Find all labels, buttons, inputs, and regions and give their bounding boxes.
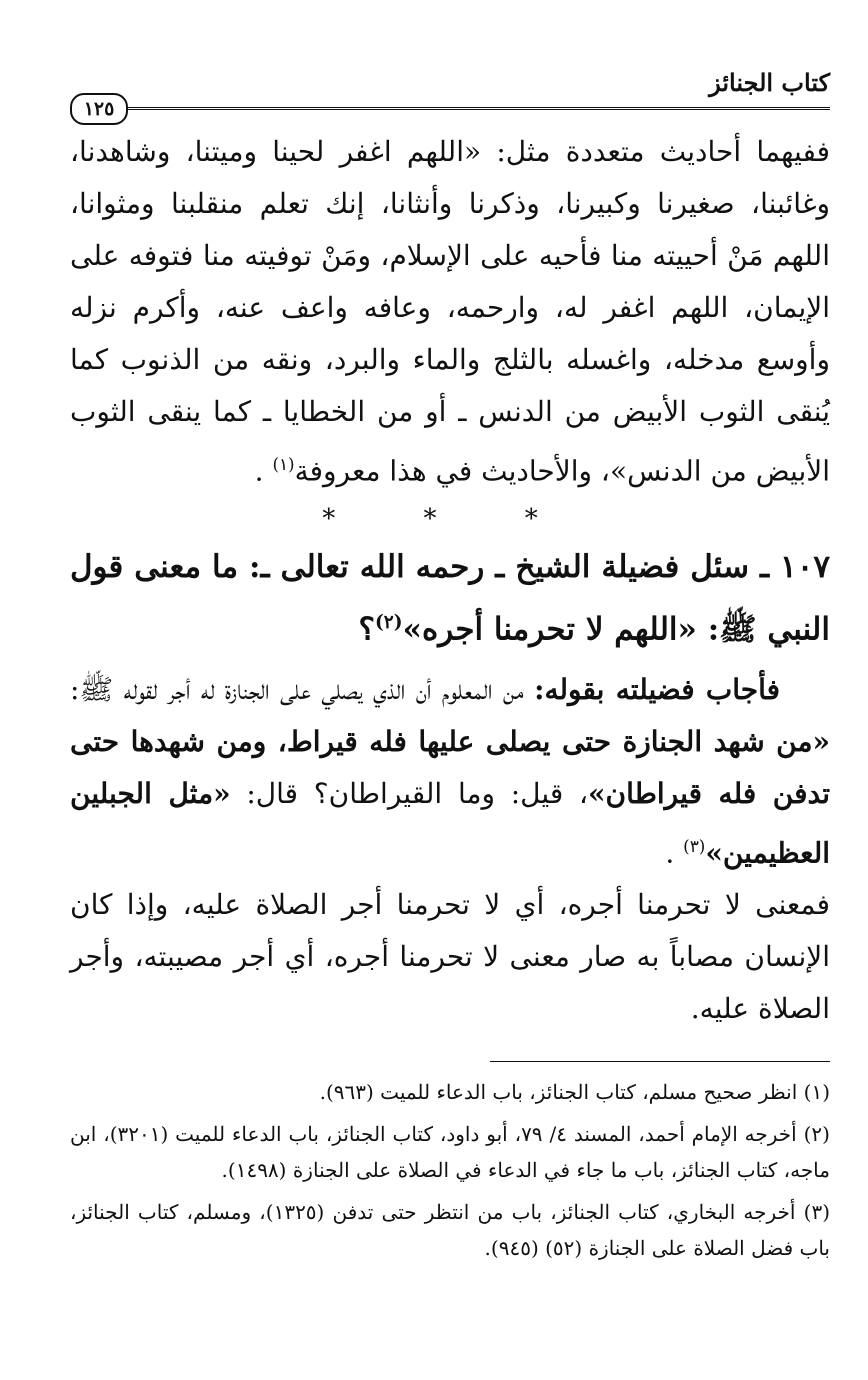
- paragraph-text: ففيهما أحاديث متعددة مثل: «اللهم اغفر لحينا وميتنا، وشاهدنا، وغائبنا، صغيرنا وكبيرنا، وذكرنا وأنثانا، إنك تعلم منقلبنا ومثوانا، اللهم مَنْ أحييته منا فأحيه على الإسلام، ومَنْ توفيته منا فتوفه على الإيمان، اللهم اغفر له، وارحمه، وعافه واعف عنه، وأكرم نزله وأوسع مدخله، واغسله بالثلج والماء والبرد، ونقه من الذنوب كما يُنقى الثوب الأبيض من الدنس ـ أو من الخطايا ـ كما ينقى الثوب الأبيض من الدنس»، والأحاديث في هذا معروفة: [70, 135, 830, 488]
- footnote-ref-2: (٢): [374, 612, 403, 634]
- page-header: [70, 60, 830, 122]
- question-mark: ؟: [358, 611, 375, 648]
- answer-lead: فأجاب فضيلته بقوله:: [534, 672, 781, 706]
- footnote-1: (١) انظر صحيح مسلم، كتاب الجنائز، باب الدعاء للميت (٩٦٣).: [319, 1079, 830, 1104]
- page-number: ١٢٥: [70, 93, 128, 125]
- paragraph-hadith: [70, 126, 830, 497]
- footnote-rule: [490, 1061, 830, 1062]
- answer-paragraph: [70, 664, 830, 879]
- running-title: كتاب الجنائز: [709, 68, 830, 97]
- answer-hadith-2: «مثل الجبلين العظيمين»: [70, 776, 830, 869]
- answer-hadith-1: «من شهد الجنازة حتى يصلى عليها فله قيراط، ومن شهدها حتى تدفن فله قيراطان»: [70, 724, 830, 810]
- paragraph-end: .: [254, 454, 273, 488]
- question-heading: [70, 539, 830, 657]
- answer-end: .: [665, 835, 684, 869]
- footnote-ref-1: (١): [272, 454, 295, 474]
- explanation-paragraph: فمعنى لا تحرمنا أجره، أي لا تحرمنا أجر الصلاة عليه، وإذا كان الإنسان مصاباً به صار معنى لا تحرمنا أجره، أي أجر مصيبته، وأجر الصلاة عليه.: [70, 887, 830, 1025]
- answer-text-1: من المعلوم أن الذي يصلي على الجنازة له أجر لقوله ﷺ:: [70, 672, 535, 706]
- footnote-3: (٣) أخرجه البخاري، كتاب الجنائز، باب من انتظر حتى تدفن (١٣٢٥)، ومسلم، كتاب الجنائز، باب فضل الصلاة على الجنازة (٥٢) (٩٤٥).: [70, 1199, 830, 1260]
- answer-text-2: ، قيل: وما القيراطان؟ قال:: [230, 776, 589, 810]
- footnotes: [70, 1074, 830, 1266]
- footnote-2: (٢) أخرجه الإمام أحمد، المسند ٤/ ٧٩، أبو داود، كتاب الجنائز، باب الدعاء للميت (٣٢٠١)، ابن ماجه، كتاب الجنائز، باب ما جاء في الدعاء في الصلاة على الجنازة (١٤٩٨).: [70, 1121, 830, 1182]
- section-separator: * * *: [322, 504, 578, 535]
- footnote-ref-3: (٣): [683, 835, 706, 856]
- question-text: ١٠٧ ـ سئل فضيلة الشيخ ـ رحمه الله تعالى ـ: ما معنى قول النبي ﷺ: «اللهم لا تحرمنا أجره»: [70, 549, 830, 648]
- book-page: [70, 60, 830, 1360]
- header-rule: [124, 107, 830, 110]
